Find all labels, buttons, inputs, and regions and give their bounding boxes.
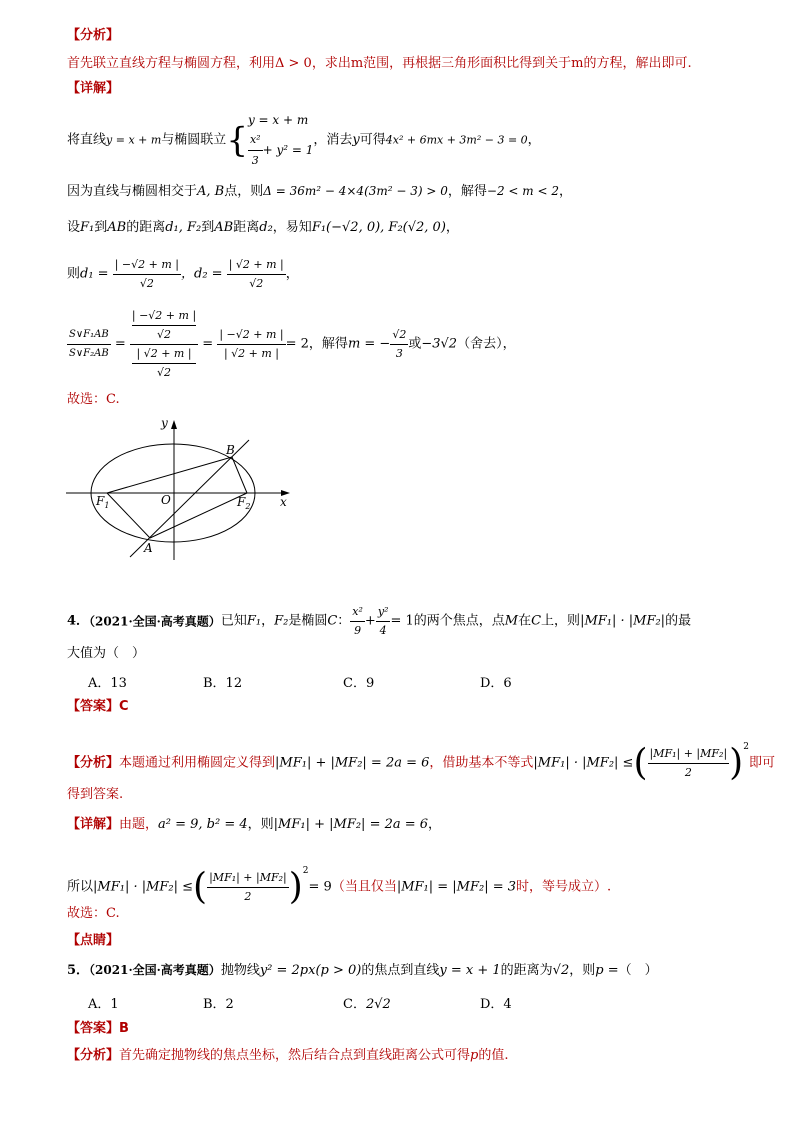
area-ratio: [67, 326, 111, 363]
inequality: |MF₁| · |MF₂| ≤: [93, 879, 194, 895]
origin-label: O: [161, 493, 171, 507]
detail-text: ，: [527, 132, 541, 148]
detail-text: ，: [285, 266, 299, 282]
detail-line-3: [67, 219, 459, 237]
question-text: 是椭圆: [288, 613, 328, 629]
ellipse-c: C: [531, 613, 542, 629]
question-text: 抛物线: [220, 963, 260, 978]
fraction: [350, 603, 365, 640]
ellipse-definition: |MF₁| + |MF₂| = 2a = 6: [273, 817, 429, 832]
focus-f2-label: $F_2$: [237, 495, 251, 511]
detail-text: 时，等号成立）.: [516, 879, 612, 895]
option-c: [343, 993, 391, 1012]
numerator: | −√2 + m |: [217, 326, 285, 345]
ellipse-definition: |MF₁| + |MF₂| = 2a = 6: [275, 755, 430, 771]
x-axis-label: x: [280, 495, 287, 509]
q4-choose-line: 故选：C.: [67, 906, 120, 921]
denominator: 4: [379, 624, 387, 637]
question-text: 上，则: [541, 613, 581, 629]
detail-line-1: [67, 110, 541, 171]
equals-sign: =: [114, 336, 126, 352]
denominator: 2: [684, 766, 692, 779]
detail-text: 或: [408, 336, 422, 352]
analysis-text: 首先联立直线方程与椭圆方程，利用Δ > 0，求出m范围，再根据三角形面积比得到关于m的方程，解出即可.: [67, 56, 692, 71]
quadratic-equation: 4x² + 6mx + 3m² − 3 = 0: [385, 133, 528, 147]
points-ab: A, B: [197, 184, 225, 199]
y-axis-arrow: [171, 420, 177, 429]
detail-text: 可得: [359, 132, 386, 148]
detail-text: 将直线: [67, 132, 107, 148]
line-ab: AB: [214, 220, 234, 235]
fraction: [376, 603, 391, 640]
option-value: 2√2: [365, 997, 391, 1012]
detail-text: 所以: [67, 879, 94, 895]
q4-analysis-line: [67, 738, 775, 782]
detail-text: 的距离: [126, 220, 166, 235]
compound-numerator: [130, 307, 198, 345]
detail-text: 到: [201, 220, 215, 235]
area-ratio-line: [67, 307, 516, 382]
question-text: 的距离为: [500, 963, 553, 978]
detail-text: ，消去: [313, 132, 353, 148]
analysis-heading: 【分析】: [67, 28, 120, 43]
question-text: ，: [261, 613, 275, 629]
d2-fraction: [227, 256, 286, 293]
inner-denominator: √2: [157, 366, 172, 379]
option-d: D．4: [480, 997, 512, 1012]
inner-numerator: | −√2 + m |: [132, 307, 196, 326]
equality-condition: |MF₁| = |MF₂| = 3: [396, 879, 517, 895]
detail-heading: 【详解】: [67, 817, 120, 832]
q4-analysis-line-2: 得到答案.: [67, 787, 124, 802]
point-a-label: A: [144, 541, 153, 555]
question-source: （2021·全国·高考真题）: [89, 963, 221, 977]
ellipse-c: C: [327, 613, 338, 629]
system-eq-2-tail: + y² = 1: [262, 143, 314, 157]
detail-text: 距离: [233, 220, 260, 235]
foci-coordinates: F₁(−√2, 0), F₂(√2, 0): [311, 220, 446, 235]
exponent: 2: [743, 742, 749, 752]
denominator: 2: [244, 890, 252, 903]
option-d: D．6: [480, 676, 512, 691]
system-eq-1: y = x + m: [247, 113, 309, 127]
compound-denominator: [130, 345, 198, 382]
analysis-text: 首先确定抛物线的焦点坐标，然后结合点到直线距离公式可得: [119, 1048, 471, 1063]
question-5-line: [67, 961, 658, 980]
line-equation: y = x + 1: [439, 963, 501, 978]
analysis-heading: 【分析】: [67, 1048, 120, 1063]
numerator: |MF₁| + |MF₂|: [207, 869, 289, 888]
analysis-text: ，借助基本不等式: [429, 755, 534, 771]
note-heading: 【点睛】: [67, 933, 120, 948]
fraction: [207, 869, 289, 906]
detail-text: （舍去），: [457, 336, 516, 352]
equals-sign: =: [202, 336, 214, 352]
distance-value: √2: [552, 963, 570, 978]
discriminant-inequality: Δ = 36m² − 4×4(3m² − 3) > 0: [263, 184, 448, 198]
option-b: B．12: [203, 676, 243, 691]
variable: y: [352, 132, 360, 148]
detail-line-4: [67, 256, 299, 293]
inner-numerator: | √2 + m |: [132, 345, 196, 364]
detail-text: ，解得: [447, 184, 487, 199]
analysis-text: 本题通过利用椭圆定义得到: [119, 755, 276, 771]
detail-text: 与椭圆联立: [161, 132, 227, 148]
q4-detail-line: [67, 816, 441, 834]
segment-f1-a: [107, 493, 150, 538]
p-variable: p =: [595, 963, 619, 978]
focus-f2: F₂: [274, 613, 289, 629]
p-variable: p: [470, 1048, 479, 1063]
detail-text: ，易知: [272, 220, 312, 235]
segment-b-f2: [232, 457, 247, 493]
denominator: S∨F₂AB: [69, 348, 109, 359]
denominator: 3: [251, 154, 259, 167]
analysis-heading: 【分析】: [67, 755, 120, 771]
question-text: 在: [518, 613, 532, 629]
denominator: | √2 + m |: [223, 347, 280, 360]
distance-d2: d₂: [259, 220, 273, 235]
detail-heading: 【详解】: [67, 81, 120, 96]
rejected-solution: −3√2: [421, 336, 458, 352]
denominator: 3: [395, 347, 403, 360]
simplified-fraction: [217, 326, 285, 363]
left-paren: (: [193, 866, 208, 908]
question-4-line-1: [67, 603, 691, 640]
option-b: B．2: [203, 997, 234, 1012]
system-brace: {: [226, 120, 248, 161]
focus-f1: F₁: [246, 613, 262, 629]
detail-line-2: [67, 182, 572, 201]
solution-range: −2 < m < 2: [486, 184, 559, 198]
question-source: （2021·全国·高考真题）: [89, 614, 221, 629]
max-value: = 9: [308, 879, 332, 895]
detail-text: 到: [94, 220, 108, 235]
system-eq-2: [248, 130, 313, 171]
left-paren: (: [633, 742, 648, 784]
fraction: [648, 745, 730, 782]
question-number: 4．: [67, 613, 90, 629]
detail-text: 因为直线与椭圆相交于: [67, 184, 198, 199]
d1-label: d₁ =: [80, 266, 109, 282]
option-letter: C．: [343, 997, 366, 1012]
ratio-result: = 2: [285, 336, 309, 352]
detail-text: ，: [445, 220, 459, 235]
equation-system: [248, 110, 313, 171]
question-text: （ ）: [618, 963, 658, 978]
analysis-text: 即可: [748, 755, 775, 771]
given-values: a² = 9, b² = 4: [158, 817, 248, 832]
right-paren: ): [729, 742, 744, 784]
detail-text: ，: [428, 817, 442, 832]
analysis-text: 的值.: [478, 1048, 509, 1063]
answer: 【答案】B: [67, 1021, 129, 1036]
answer: 【答案】C: [67, 699, 129, 714]
inequality: |MF₁| · |MF₂| ≤: [533, 755, 634, 771]
denominator: 9: [354, 624, 362, 637]
m-solution: m = −: [347, 336, 391, 352]
compound-fraction: [130, 307, 198, 382]
detail-text: ，解得: [308, 336, 348, 352]
q5-analysis-line: [67, 1047, 509, 1065]
equation-rhs: = 1: [390, 613, 414, 629]
numerator: S∨F₁AB: [67, 326, 111, 345]
product-expression: |MF₁| · |MF₂|: [580, 613, 666, 629]
question-text: 的两个焦点，点: [413, 613, 505, 629]
point-m: M: [504, 613, 519, 629]
question-number: 5．: [67, 963, 90, 978]
fraction: [248, 130, 263, 171]
d1-fraction: [113, 256, 181, 293]
detail-text: 设: [67, 220, 81, 235]
numerator: | −√2 + m |: [113, 256, 181, 275]
choose-line: 故选：C.: [67, 392, 120, 407]
option-a: A．13: [88, 676, 127, 691]
numerator: √2: [390, 326, 408, 345]
numerator: x²: [350, 603, 365, 622]
answer-line: [67, 698, 129, 716]
option-a: A．1: [88, 997, 119, 1012]
detail-text: （当且仅当: [331, 879, 397, 895]
numerator: y²: [376, 603, 391, 622]
y-axis-label: y: [161, 416, 168, 430]
line-equation: y = x + m: [106, 133, 162, 147]
question-text: ：: [337, 613, 351, 629]
question-text: 的最: [665, 613, 692, 629]
q5-answer-line: [67, 1020, 129, 1038]
detail-text: ，则: [247, 817, 274, 832]
detail-text: ，: [558, 184, 572, 199]
question-text: 的焦点到直线: [361, 963, 440, 978]
detail-text: 由题，: [119, 817, 159, 832]
detail-text: 点，则: [224, 184, 264, 199]
distance-d1: d₁, F₂: [165, 220, 202, 235]
m-fraction: [390, 326, 408, 363]
line-ab: AB: [107, 220, 127, 235]
numerator: x²: [248, 130, 263, 151]
plus-sign: +: [364, 613, 376, 629]
focus-f1: F₁: [80, 220, 95, 235]
denominator: √2: [139, 277, 154, 290]
denominator: √2: [249, 277, 264, 290]
inner-denominator: √2: [157, 328, 172, 341]
detail-text: 则: [67, 266, 81, 282]
ellipse-figure: [62, 412, 302, 562]
d2-label: ，d₂ =: [181, 266, 223, 282]
focus-f1-label: $F_1$: [96, 494, 110, 510]
right-paren: ): [288, 866, 303, 908]
numerator: |MF₁| + |MF₂|: [648, 745, 730, 764]
question-4-line-2: 大值为（ ）: [67, 646, 146, 661]
numerator: | √2 + m |: [227, 256, 286, 275]
exponent: 2: [302, 866, 309, 876]
option-c: C．9: [343, 676, 375, 691]
point-b-label: B: [226, 443, 235, 457]
question-text: 已知: [220, 613, 247, 629]
parabola-equation: y² = 2px(p > 0): [259, 963, 362, 978]
q4-conclusion-line: [67, 862, 611, 906]
question-text: ，则: [569, 963, 596, 978]
